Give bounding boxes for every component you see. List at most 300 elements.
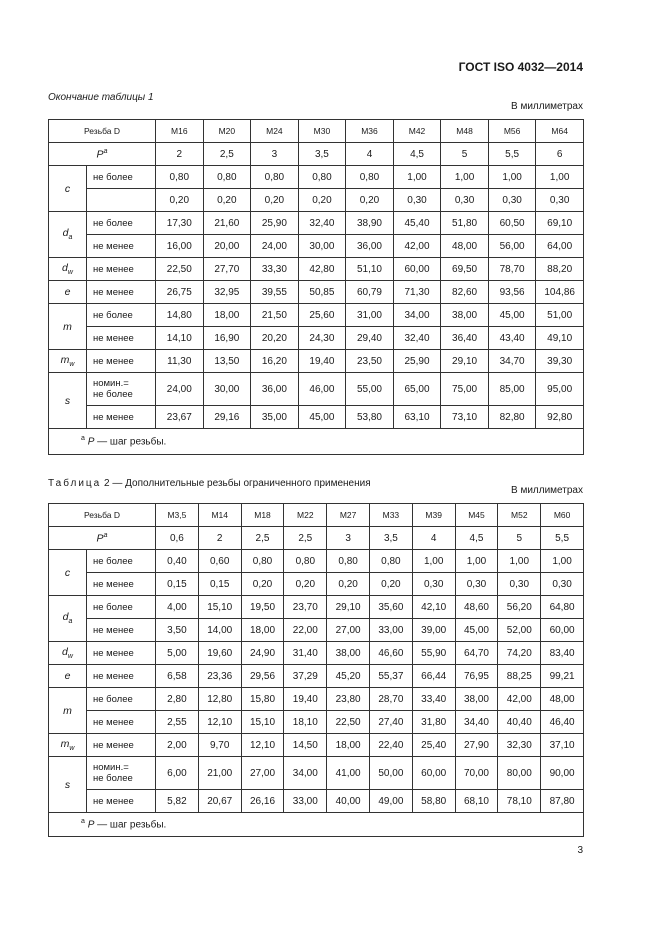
value-cell: 14,00	[198, 619, 241, 642]
footnote	[49, 429, 584, 455]
param-symbol	[49, 596, 87, 642]
pitch-value: 5	[498, 527, 541, 550]
value-cell: 31,40	[284, 642, 327, 665]
param-symbol	[49, 688, 87, 734]
value-cell: 34,70	[488, 350, 536, 373]
data-row	[49, 373, 584, 406]
value-cell: 14,10	[156, 327, 204, 350]
value-cell: 24,30	[298, 327, 346, 350]
value-cell: 0,80	[284, 550, 327, 573]
value-cell: 0,20	[251, 189, 299, 212]
data-row	[49, 619, 584, 642]
value-cell: 20,00	[203, 235, 251, 258]
thread-label: Резьба D	[49, 504, 156, 527]
param-symbol-subscript: w	[69, 745, 75, 753]
thread-size: M42	[393, 120, 441, 143]
thread-size: M16	[156, 120, 204, 143]
param-symbol-subscript: a	[68, 618, 73, 626]
value-cell: 42,00	[498, 688, 541, 711]
data-row	[49, 665, 584, 688]
value-cell: 0,30	[488, 189, 536, 212]
value-cell: 82,80	[488, 406, 536, 429]
value-cell: 23,67	[156, 406, 204, 429]
value-cell: 27,90	[455, 734, 498, 757]
value-cell: 33,40	[412, 688, 455, 711]
value-cell: 25,40	[412, 734, 455, 757]
param-symbol	[49, 665, 87, 688]
value-cell: 19,60	[198, 642, 241, 665]
pitch-value: 3,5	[370, 527, 413, 550]
value-cell: 55,90	[412, 642, 455, 665]
pitch-row	[49, 143, 584, 166]
value-cell: 90,00	[541, 757, 584, 790]
value-cell: 39,55	[251, 281, 299, 304]
value-cell: 40,00	[327, 790, 370, 813]
pitch-value: 4	[346, 143, 394, 166]
value-cell: 42,80	[298, 258, 346, 281]
value-cell: 0,30	[393, 189, 441, 212]
value-cell: 60,00	[541, 619, 584, 642]
pitch-value: 2,5	[284, 527, 327, 550]
param-symbol-letter: e	[64, 286, 71, 298]
table1	[48, 119, 584, 455]
value-cell: 99,21	[541, 665, 584, 688]
limit-label: не более	[87, 596, 156, 619]
value-cell: 56,20	[498, 596, 541, 619]
value-cell: 3,50	[156, 619, 199, 642]
pitch-value: 2,5	[203, 143, 251, 166]
value-cell: 0,30	[412, 573, 455, 596]
value-cell: 36,40	[441, 327, 489, 350]
pitch-value: 3	[251, 143, 299, 166]
value-cell: 0,80	[346, 166, 394, 189]
value-cell: 37,29	[284, 665, 327, 688]
data-row	[49, 235, 584, 258]
value-cell: 50,00	[370, 757, 413, 790]
pitch-value: 2	[198, 527, 241, 550]
pitch-value: 5,5	[541, 527, 584, 550]
value-cell: 0,15	[156, 573, 199, 596]
value-cell: 25,60	[298, 304, 346, 327]
pitch-value: 4	[412, 527, 455, 550]
data-row	[49, 258, 584, 281]
param-symbol	[49, 166, 87, 212]
table2-caption-number: 2	[104, 478, 110, 489]
value-cell: 26,75	[156, 281, 204, 304]
param-symbol-letter: m	[60, 353, 70, 366]
value-cell: 0,20	[241, 573, 284, 596]
pitch-label	[49, 527, 156, 550]
thread-size: M27	[327, 504, 370, 527]
value-cell: 16,90	[203, 327, 251, 350]
value-cell: 21,50	[251, 304, 299, 327]
value-cell: 19,50	[241, 596, 284, 619]
thread-size: M48	[441, 120, 489, 143]
value-cell: 87,80	[541, 790, 584, 813]
limit-label: не менее	[87, 734, 156, 757]
value-cell: 48,00	[441, 235, 489, 258]
param-symbol-letter: e	[64, 670, 71, 682]
footnote-symbol: P	[87, 436, 95, 448]
value-cell: 65,00	[393, 373, 441, 406]
value-cell: 33,30	[251, 258, 299, 281]
limit-label: не менее	[87, 406, 156, 429]
pitch-symbol: P	[96, 532, 104, 545]
value-cell: 21,00	[198, 757, 241, 790]
value-cell: 66,44	[412, 665, 455, 688]
value-cell: 23,70	[284, 596, 327, 619]
value-cell: 35,60	[370, 596, 413, 619]
value-cell: 37,10	[541, 734, 584, 757]
value-cell: 0,40	[156, 550, 199, 573]
footnote-text: — шаг резьбы.	[94, 436, 167, 448]
value-cell: 68,10	[455, 790, 498, 813]
limit-label: не менее	[87, 350, 156, 373]
param-symbol-letter: m	[60, 737, 70, 750]
data-row	[49, 304, 584, 327]
thread-size: M3,5	[156, 504, 199, 527]
value-cell: 56,00	[488, 235, 536, 258]
value-cell: 29,10	[441, 350, 489, 373]
document-header: ГОСТ ISO 4032—2014	[458, 60, 583, 74]
param-symbol	[49, 304, 87, 350]
value-cell: 19,40	[284, 688, 327, 711]
value-cell: 12,10	[241, 734, 284, 757]
thread-size: M52	[498, 504, 541, 527]
value-cell: 27,00	[241, 757, 284, 790]
value-cell: 21,60	[203, 212, 251, 235]
value-cell: 95,00	[536, 373, 584, 406]
data-row	[49, 189, 584, 212]
value-cell: 30,00	[203, 373, 251, 406]
value-cell: 13,50	[203, 350, 251, 373]
param-symbol	[49, 258, 87, 281]
limit-label-line2: не более	[93, 389, 133, 400]
data-row	[49, 166, 584, 189]
thread-size: M64	[536, 120, 584, 143]
value-cell: 78,10	[498, 790, 541, 813]
value-cell: 0,20	[156, 189, 204, 212]
value-cell: 0,80	[251, 166, 299, 189]
value-cell: 29,40	[346, 327, 394, 350]
value-cell: 23,80	[327, 688, 370, 711]
thread-size: M24	[251, 120, 299, 143]
param-symbol-letter: d	[62, 611, 69, 624]
value-cell: 22,00	[284, 619, 327, 642]
value-cell: 45,00	[455, 619, 498, 642]
value-cell: 69,10	[536, 212, 584, 235]
value-cell: 34,40	[455, 711, 498, 734]
limit-label: не менее	[87, 235, 156, 258]
pitch-value: 0,6	[156, 527, 199, 550]
data-row	[49, 734, 584, 757]
header-row	[49, 120, 584, 143]
param-symbol-letter: c	[64, 566, 71, 579]
pitch-label	[49, 143, 156, 166]
param-symbol-subscript: w	[69, 361, 75, 369]
limit-label	[87, 757, 156, 790]
value-cell: 1,00	[393, 166, 441, 189]
footnote	[49, 813, 584, 837]
value-cell: 0,20	[298, 189, 346, 212]
thread-size: M33	[370, 504, 413, 527]
value-cell: 6,58	[156, 665, 199, 688]
value-cell: 22,50	[327, 711, 370, 734]
value-cell: 34,00	[284, 757, 327, 790]
value-cell: 0,15	[198, 573, 241, 596]
value-cell: 78,70	[488, 258, 536, 281]
pitch-value: 2,5	[241, 527, 284, 550]
value-cell: 64,00	[536, 235, 584, 258]
thread-size: M20	[203, 120, 251, 143]
value-cell: 18,00	[327, 734, 370, 757]
value-cell: 0,80	[241, 550, 284, 573]
value-cell: 1,00	[488, 166, 536, 189]
param-symbol	[49, 550, 87, 596]
value-cell: 0,80	[298, 166, 346, 189]
thread-size: M36	[346, 120, 394, 143]
value-cell: 0,30	[455, 573, 498, 596]
value-cell: 23,50	[346, 350, 394, 373]
value-cell: 31,00	[346, 304, 394, 327]
pitch-symbol: P	[96, 148, 104, 161]
value-cell: 29,56	[241, 665, 284, 688]
value-cell: 75,00	[441, 373, 489, 406]
value-cell: 28,70	[370, 688, 413, 711]
data-row	[49, 406, 584, 429]
value-cell: 88,20	[536, 258, 584, 281]
value-cell: 63,10	[393, 406, 441, 429]
value-cell: 52,00	[498, 619, 541, 642]
footnote-row	[49, 813, 584, 837]
value-cell: 45,20	[327, 665, 370, 688]
value-cell: 53,80	[346, 406, 394, 429]
limit-label: не менее	[87, 711, 156, 734]
value-cell: 31,80	[412, 711, 455, 734]
table2	[48, 503, 584, 837]
value-cell: 104,86	[536, 281, 584, 304]
value-cell: 88,25	[498, 665, 541, 688]
value-cell: 1,00	[412, 550, 455, 573]
value-cell: 24,00	[156, 373, 204, 406]
value-cell: 38,00	[441, 304, 489, 327]
limit-label-line1: номин.=	[93, 762, 129, 773]
value-cell: 15,10	[198, 596, 241, 619]
footnote-text: — шаг резьбы.	[94, 819, 167, 831]
pitch-value: 3	[327, 527, 370, 550]
value-cell: 80,00	[498, 757, 541, 790]
value-cell: 41,00	[327, 757, 370, 790]
footnote-row	[49, 429, 584, 455]
param-symbol-letter: c	[64, 182, 71, 195]
thread-size: M14	[198, 504, 241, 527]
param-symbol-letter: d	[62, 645, 68, 658]
value-cell: 25,90	[251, 212, 299, 235]
value-cell: 15,80	[241, 688, 284, 711]
value-cell: 0,20	[284, 573, 327, 596]
value-cell: 55,00	[346, 373, 394, 406]
value-cell: 35,00	[251, 406, 299, 429]
value-cell: 70,00	[455, 757, 498, 790]
value-cell: 0,30	[441, 189, 489, 212]
value-cell: 24,90	[241, 642, 284, 665]
value-cell: 60,00	[412, 757, 455, 790]
value-cell: 46,60	[370, 642, 413, 665]
value-cell: 45,00	[488, 304, 536, 327]
param-symbol	[49, 281, 87, 304]
value-cell: 76,95	[455, 665, 498, 688]
thread-size: M22	[284, 504, 327, 527]
value-cell: 43,40	[488, 327, 536, 350]
value-cell: 29,16	[203, 406, 251, 429]
value-cell: 1,00	[536, 166, 584, 189]
value-cell: 4,00	[156, 596, 199, 619]
data-row	[49, 212, 584, 235]
param-symbol-subscript: w	[67, 269, 73, 277]
value-cell: 36,00	[346, 235, 394, 258]
thread-size: M18	[241, 504, 284, 527]
pitch-value: 5,5	[488, 143, 536, 166]
value-cell: 32,95	[203, 281, 251, 304]
limit-label: не менее	[87, 327, 156, 350]
data-row	[49, 596, 584, 619]
value-cell: 2,55	[156, 711, 199, 734]
thread-size: M45	[455, 504, 498, 527]
value-cell: 1,00	[455, 550, 498, 573]
value-cell: 0,30	[498, 573, 541, 596]
table2-caption-text: — Дополнительные резьбы ограниченного применения	[109, 478, 371, 489]
limit-label: не более	[87, 550, 156, 573]
value-cell: 60,79	[346, 281, 394, 304]
table2-caption	[48, 478, 371, 489]
value-cell: 49,00	[370, 790, 413, 813]
limit-label: не менее	[87, 665, 156, 688]
limit-label: не более	[87, 304, 156, 327]
value-cell: 60,00	[393, 258, 441, 281]
value-cell: 14,80	[156, 304, 204, 327]
data-row	[49, 642, 584, 665]
param-symbol	[49, 373, 87, 429]
value-cell: 69,50	[441, 258, 489, 281]
value-cell: 49,10	[536, 327, 584, 350]
value-cell: 71,30	[393, 281, 441, 304]
value-cell: 48,00	[541, 688, 584, 711]
data-row	[49, 350, 584, 373]
value-cell: 29,10	[327, 596, 370, 619]
value-cell: 6,00	[156, 757, 199, 790]
table2-caption-prefix: Таблица	[48, 478, 102, 489]
value-cell: 27,70	[203, 258, 251, 281]
page-number: 3	[577, 845, 583, 856]
param-symbol-letter: d	[62, 261, 68, 274]
limit-label: не более	[87, 166, 156, 189]
value-cell: 51,80	[441, 212, 489, 235]
value-cell: 51,00	[536, 304, 584, 327]
limit-label: не менее	[87, 790, 156, 813]
table2-units: В миллиметрах	[511, 485, 583, 496]
value-cell: 36,00	[251, 373, 299, 406]
value-cell: 0,30	[541, 573, 584, 596]
value-cell: 19,40	[298, 350, 346, 373]
value-cell: 12,10	[198, 711, 241, 734]
data-row	[49, 790, 584, 813]
param-symbol	[49, 212, 87, 258]
param-symbol	[49, 642, 87, 665]
value-cell: 1,00	[441, 166, 489, 189]
limit-label: не менее	[87, 619, 156, 642]
header-row	[49, 504, 584, 527]
value-cell: 14,50	[284, 734, 327, 757]
pitch-value: 6	[536, 143, 584, 166]
footnote-mark: a	[81, 435, 85, 443]
value-cell: 5,82	[156, 790, 199, 813]
thread-size: M56	[488, 120, 536, 143]
param-symbol-subscript: w	[67, 653, 73, 661]
pitch-value: 3,5	[298, 143, 346, 166]
limit-label-line1: номин.=	[93, 378, 129, 389]
footnote-mark: a	[81, 818, 85, 826]
value-cell: 1,00	[498, 550, 541, 573]
value-cell: 33,00	[284, 790, 327, 813]
value-cell: 27,00	[327, 619, 370, 642]
table1-caption: Окончание таблицы 1	[48, 92, 154, 103]
data-row	[49, 573, 584, 596]
thread-size: M60	[541, 504, 584, 527]
value-cell: 92,80	[536, 406, 584, 429]
param-symbol	[49, 350, 87, 373]
value-cell: 38,00	[455, 688, 498, 711]
value-cell: 45,40	[393, 212, 441, 235]
limit-label: не менее	[87, 573, 156, 596]
pitch-value: 2	[156, 143, 204, 166]
value-cell: 46,40	[541, 711, 584, 734]
pitch-value: 4,5	[393, 143, 441, 166]
limit-label-line2: не более	[93, 773, 133, 784]
value-cell: 38,90	[346, 212, 394, 235]
value-cell: 32,40	[298, 212, 346, 235]
value-cell: 0,20	[370, 573, 413, 596]
value-cell: 93,56	[488, 281, 536, 304]
value-cell: 64,80	[541, 596, 584, 619]
param-symbol-letter: m	[63, 704, 72, 717]
value-cell: 18,00	[241, 619, 284, 642]
value-cell: 55,37	[370, 665, 413, 688]
param-symbol-letter: s	[64, 778, 71, 791]
pitch-footnote-mark: a	[103, 147, 108, 155]
pitch-row	[49, 527, 584, 550]
param-symbol-subscript: a	[68, 234, 73, 242]
value-cell: 74,20	[498, 642, 541, 665]
value-cell: 30,00	[298, 235, 346, 258]
value-cell: 16,20	[251, 350, 299, 373]
value-cell: 0,80	[327, 550, 370, 573]
thread-size: M30	[298, 120, 346, 143]
pitch-value: 5	[441, 143, 489, 166]
value-cell: 32,40	[393, 327, 441, 350]
value-cell: 46,00	[298, 373, 346, 406]
value-cell: 16,00	[156, 235, 204, 258]
value-cell: 26,16	[241, 790, 284, 813]
value-cell: 60,50	[488, 212, 536, 235]
thread-size: M39	[412, 504, 455, 527]
thread-label: Резьба D	[49, 120, 156, 143]
value-cell: 40,40	[498, 711, 541, 734]
value-cell: 17,30	[156, 212, 204, 235]
data-row	[49, 757, 584, 790]
value-cell: 0,20	[203, 189, 251, 212]
value-cell: 0,20	[327, 573, 370, 596]
value-cell: 34,00	[393, 304, 441, 327]
